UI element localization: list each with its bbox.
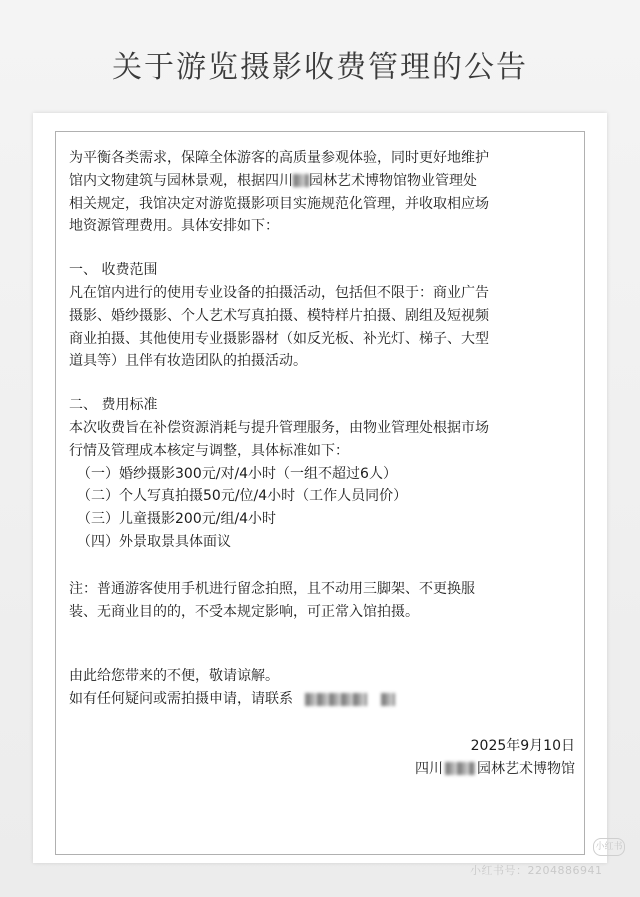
fee-item-3: （三）儿童摄影200元/组/4小时 bbox=[77, 511, 277, 528]
intro-line-2-end: 园林艺术博物馆物业管理处 bbox=[309, 172, 477, 189]
intro-line-2 bbox=[69, 170, 581, 193]
intro-line-2-start: 馆内文物建筑与园林景观，根据四川 bbox=[69, 172, 293, 189]
fee-item-2: （二）个人写真拍摄50元/位/4小时（工作人员同价） bbox=[77, 488, 408, 505]
page-title: 关于游览摄影收费管理的公告 bbox=[112, 50, 528, 85]
closing-apology: 由此给您带来的不便，敬请谅解。 bbox=[69, 668, 279, 685]
note-line-1: 注：普通游客使用手机进行留念拍照，且不动用三脚架、不更换服 bbox=[69, 580, 475, 597]
notice-date: 2025年9月10日 bbox=[470, 737, 575, 754]
section1-line-2: 摄影、婚纱摄影、个人艺术写真拍摄、模特样片拍摄、剧组及短视频 bbox=[69, 307, 489, 324]
section1-line-1: 凡在馆内进行的使用专业设备的拍摄活动，包括但不限于：商业广告 bbox=[69, 284, 489, 301]
fee-item-1: （一）婚纱摄影300元/对/4小时（一组不超过6人） bbox=[77, 465, 397, 482]
section2-line-1: 本次收费旨在补偿资源消耗与提升管理服务，由物业管理处根据市场 bbox=[69, 419, 489, 436]
xiaohongshu-logo-icon: 小红书 bbox=[593, 838, 625, 856]
section2-heading: 二、 费用标准 bbox=[69, 397, 158, 414]
redacted-phone-blur-1 bbox=[305, 693, 367, 706]
intro-line-1: 为平衡各类需求，保障全体游客的高质量参观体验，同时更好地维护 bbox=[69, 150, 489, 166]
note-line-2: 装、无商业目的的，不受本规定影响，可正常入馆拍摄。 bbox=[69, 603, 419, 620]
closing-contact bbox=[69, 688, 581, 711]
intro-line-3: 相关规定，我馆决定对游览摄影项目实施规范化管理，并收取相应场 bbox=[69, 195, 489, 212]
signature-prefix: 四川 bbox=[415, 760, 443, 777]
intro-line-4: 地资源管理费用。具体安排如下： bbox=[69, 218, 279, 235]
notice-content bbox=[69, 147, 581, 781]
notice-paper bbox=[33, 113, 607, 863]
signature-suffix: 园林艺术博物馆 bbox=[477, 760, 575, 777]
redacted-name-blur bbox=[445, 762, 475, 775]
watermark-id: 小红书号：2204886941 bbox=[470, 864, 603, 877]
redacted-city-blur bbox=[293, 174, 309, 187]
section1-line-4: 道具等）且伴有妆造团队的拍摄活动。 bbox=[69, 353, 307, 370]
contact-text: 如有任何疑问或需拍摄申请，请联系 bbox=[69, 691, 293, 708]
section1-line-3: 商业拍摄、其他使用专业摄影器材（如反光板、补光灯、梯子、大型 bbox=[69, 330, 489, 347]
fee-item-4: （四）外景取景具体面议 bbox=[77, 533, 231, 550]
notice-signature bbox=[69, 758, 581, 781]
redacted-phone-blur-2 bbox=[381, 693, 395, 706]
section1-heading: 一、 收费范围 bbox=[69, 262, 158, 279]
section2-line-2: 行情及管理成本核定与调整，具体标准如下： bbox=[69, 442, 349, 459]
